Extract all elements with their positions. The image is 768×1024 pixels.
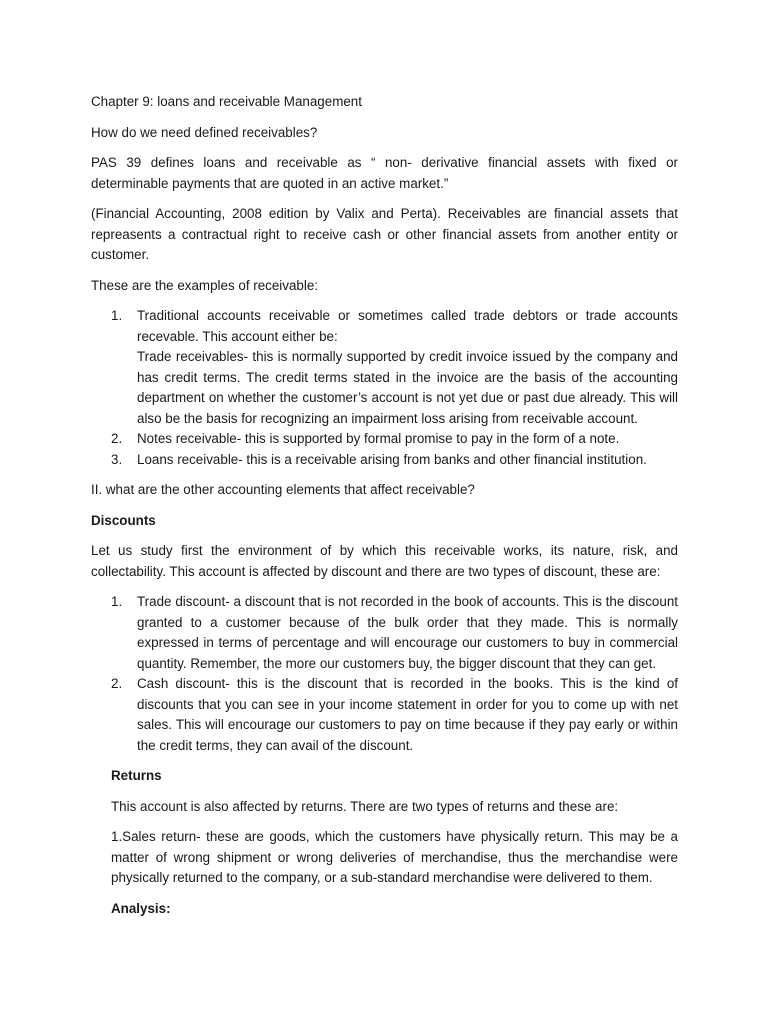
list-item	[91, 450, 678, 471]
pas39-definition: PAS 39 defines loans and receivable as “ non- derivative financial assets with fixed or determinable payments that are quoted in an active market.”	[91, 155, 678, 191]
list-number: 2.	[111, 676, 123, 691]
list-number: 1.	[111, 594, 123, 609]
list-number: 3.	[111, 451, 123, 467]
list-item	[91, 674, 678, 756]
list-item-text: Trade discount- a discount that is not recorded in the book of accounts. This is the discount granted to a customer because of the bulk order that they made. This is normally expressed in terms of percentage and will encourage our customers to buy in commercial quantity. Remember, the more our customers buy, the bigger discount that they can get.	[137, 594, 678, 671]
list-item-text: Traditional accounts receivable or sometimes called trade debtors or trade accounts recevable. This account either be:	[137, 308, 678, 344]
returns-intro: This account is also affected by returns. There are two types of returns and these are:	[111, 798, 619, 814]
returns-heading: Returns	[111, 768, 162, 783]
list-number: 1.	[111, 308, 123, 323]
list-item-text: Loans receivable- this is a receivable arising from banks and other financial institution.	[137, 451, 647, 467]
discounts-heading: Discounts	[91, 512, 156, 528]
list-item	[91, 592, 678, 674]
list-item	[91, 306, 678, 429]
sales-return-paragraph: 1.Sales return- these are goods, which the customers have physically return. This may be a matter of wrong shipment or wrong deliveries of merchandise, thus the merchandise were physically returned to the company, or a sub-standard merchandise were delivered to them.	[111, 829, 678, 885]
discounts-list	[91, 592, 678, 756]
question-other-elements: II. what are the other accounting elements that affect receivable?	[91, 482, 475, 497]
list-item-subtext: Trade receivables- this is normally supported by credit invoice issued by the company and has credit terms. The credit terms stated in the invoice are the basis of the accounting department on whether the customer’s account is not yet due or past due already. This will also be the basis for recognizing an impairment loss arising from receivable account.	[137, 349, 678, 426]
list-number: 2.	[111, 431, 123, 446]
list-item	[91, 429, 678, 450]
chapter-title: Chapter 9: loans and receivable Management	[91, 94, 362, 109]
list-item-text: Notes receivable- this is supported by formal promise to pay in the form of a note.	[137, 431, 620, 446]
document-page	[91, 92, 678, 929]
examples-list	[91, 306, 678, 470]
question-defined-receivables: How do we need defined receivables?	[91, 124, 318, 140]
list-item-text: Cash discount- this is the discount that is recorded in the books. This is the kind of discounts that you can see in your income statement in order for you to come up with net sales. This will encourage our customers to pay on time because if they pay early or within the credit terms, they can avail of the discount.	[137, 676, 678, 753]
examples-intro: These are the examples of receivable:	[91, 277, 319, 293]
discounts-intro: Let us study first the environment of by which this receivable works, its nature, risk, and collectability. This account is affected by discount and there are two types of discount, these are:	[91, 543, 678, 579]
analysis-heading: Analysis:	[111, 900, 171, 916]
financial-accounting-citation: (Financial Accounting, 2008 edition by Valix and Perta). Receivables are financial assets that repreasents a contractual right to receive cash or other financial assets from another entity or customer.	[91, 206, 678, 262]
